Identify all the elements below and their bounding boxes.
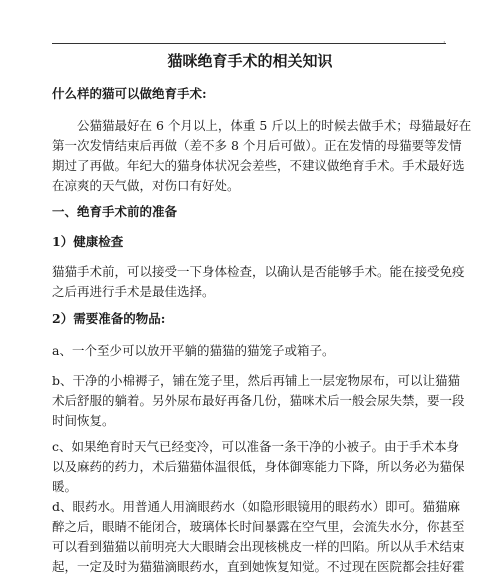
- supply-item-c: [52, 437, 465, 497]
- paragraph-line: 暖。: [52, 479, 78, 494]
- paragraph-line: d、眼药水。用普通人用滴眼药水（如隐形眼镜用的眼药水）即可。猫猫麻: [52, 499, 461, 514]
- header-rule: [52, 43, 446, 44]
- paragraph-line: 在凉爽的天气做，对伤口有好处。: [52, 178, 240, 193]
- paragraph-line: 猫猫手术前，可以接受一下身体检查，以确认是否能够手术。能在接受免疫: [52, 264, 465, 279]
- health-check-paragraph: [52, 262, 465, 302]
- paragraph-line: 之后再进行手术是最佳选择。: [52, 284, 215, 299]
- subsection-heading-health-check: 1）健康检查: [52, 234, 124, 249]
- intro-paragraph: [52, 116, 472, 196]
- document-title: 猫咪绝育手术的相关知识: [167, 52, 333, 70]
- paragraph-line: a、一个至少可以放开平躺的猫猫的猫笼子或箱子。: [52, 343, 335, 358]
- paragraph-line: 以及麻药的药力，术后猫猫体温很低，身体御寒能力下降，所以务必为猫保: [52, 459, 465, 474]
- paragraph-line: 术后舒服的躺着。另外尿布最好再备几份，猫咪术后一般会尿失禁，要一段: [52, 393, 465, 408]
- section-heading: 一、绝育手术前的准备: [52, 204, 178, 219]
- paragraph-line: b、干净的小棉褥子，铺在笼子里，然后再铺上一层宠物尿布，可以让猫猫: [52, 373, 461, 388]
- paragraph-line: 起，一定及时为猫猫滴眼药水，直到她恢复知觉。不过现在医院都会挂好霍: [52, 559, 465, 574]
- paragraph-line: 可以看到猫猫以前明亮大大眼睛会出现核桃皮一样的凹陷。所以从手术结束: [52, 539, 465, 554]
- paragraph-line: 公猫猫最好在 6 个月以上，体重 5 斤以上的时候去做手术；母猫最好在: [77, 118, 472, 133]
- paragraph-line: 醉之后，眼睛不能闭合，玻璃体长时间暴露在空气里，会流失水分，你甚至: [52, 519, 465, 534]
- paragraph-line: 期过了再做。年纪大的猫身体状况会差些，不建议做绝育手术。手术最好选: [52, 158, 465, 173]
- supply-item-b: [52, 371, 465, 431]
- supply-item-d: [52, 497, 465, 577]
- question-heading: 什么样的猫可以做绝育手术:: [52, 86, 207, 101]
- header-dot: ·: [443, 38, 446, 47]
- subsection-heading-supplies: 2）需要准备的物品:: [52, 311, 166, 326]
- supply-item-a: [52, 341, 444, 361]
- paragraph-line: 第一次发情结束后再做（差不多 8 个月后可做）。正在发情的母猫要等发情: [52, 138, 462, 153]
- paragraph-line: 时间恢复。: [52, 413, 115, 428]
- paragraph-line: c、如果绝育时天气已经变冷，可以准备一条干净的小被子。由于手术本身: [52, 439, 460, 454]
